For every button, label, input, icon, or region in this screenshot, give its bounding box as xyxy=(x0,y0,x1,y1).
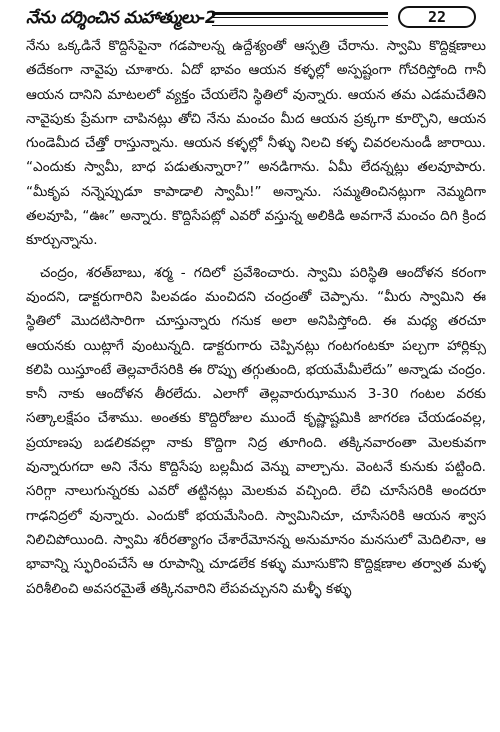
page-number-badge: 22 xyxy=(398,6,476,28)
paragraph-2: చంద్రం, శరత్‌బాబు, శర్మ - గదిలో ప్రవేశించారు. స్వామి పరిస్థితి ఆందోళన కరంగా వుందని, డాక్టరుగారిని పిలవడం మంచిదని చంద్రంతో చెప్పాను. “మీరు స్వామిని ఈ స్థితిలో మొదటిసారిగా చూస్తున్నారు గనుక అలా అనిపిస్తోంది. ఈ మధ్య తరచూ ఆయనకు యిట్లాగే వుంటున్నది. డాక్టరుగారు చెప్పినట్లు గంటగంటకూ పల్చగా హార్లిక్సు కలిపి యిస్తూంటే తెల్లవారేసరికి ఈ రొప్పు తగ్గుతుంది, భయమేమీలేదు” అన్నాడు చంద్రం. కానీ నాకు ఆందోళన తీరలేదు. ఎలాగో తెల్లవారుఝామున 3-30 గంటల వరకు సత్కాలక్షేపం చేశాము. అంతకు కొద్దిరోజుల ముందే కృష్ణాష్టమికి జాగరణ చేయడంవల్ల, ప్రయాణపు బడలికవల్లా నాకు కొద్దిగా నిద్ర తూగింది. తక్కినవారంతా మెలకువగా వున్నారుగదా అని నేను కొద్దిసేపు బల్లమీద వెన్ను వాల్చాను. వెంటనే కునుకు పట్టింది. సరిగ్గా నాలుగున్నరకు ఎవరో తట్టినట్లు మెలకువ వచ్చింది. లేచి చూసేసరికి అందరూ గాఢనిద్రలో వున్నారు. ఎందుకో భయమేసింది. స్వామినిచూ, చూసేసరికి ఆయన శ్వాస నిలిచిపోయింది. స్వామి శరీరత్యాగం చేశారేమోనన్న అనుమానం మనసులో మెదిలినా, ఆ భావాన్ని స్ఫురింపచేసే ఆ రూపాన్ని చూడలేక కళ్ళు మూసుకొని కొద్దిక్షణాల తర్వాత మళ్ళ పరిశీలించి అవసరమైతే తక్కినవారిని లేపవచ్చునని మళ్ళీ కళ్ళు xyxy=(26,264,486,597)
page-header xyxy=(26,6,486,32)
body-text xyxy=(26,34,486,601)
header-rule xyxy=(212,12,388,26)
running-title: నేను దర్శించిన మహాత్ములు-2 xyxy=(26,8,217,28)
paragraph-1: నేను ఒక్కడినే కొద్దిసేపైనా గడపాలన్న ఉద్దేశ్యంతో ఆస్పత్రి చేరాను. స్వామి కొద్దిక్షణాలు తదేకంగా నావైపు చూశారు. ఏదో భావం ఆయన కళ్ళల్లో అస్పష్టంగా గోచరిస్తోంది గానీ ఆయన దానిని మాటలలో వ్యక్తం చేయలేని స్థితిలో వున్నారు. ఆయన తమ ఎడమచేతిని నావైపుకు ప్రేమగా చాపినట్లు తోచి నేను మంచం మీద ఆయన ప్రక్కగా కూర్చొని, ఆయన గుండెమీద చేత్తో రాస్తున్నాను. ఆయన కళ్ళల్లో నీళ్ళు నిలచి కళ్ళ చివరలనుండీ జారాయి. “ఎందుకు స్వామీ, బాధ పడుతున్నారా?” అనడిగాను. ఏమీ లేదన్నట్లు తలవూపారు. “మీకృప నన్నెప్పుడూ కాపాడాలి స్వామీ!” అన్నాను. సమ్మతించినట్లుగా నెమ్మదిగా తలవూపి, “ఊఁ” అన్నారు. కొద్దిసేపట్లో ఎవరో వస్తున్న అలికిడి అవగానే మంచం దిగి క్రింద కూర్చున్నాను. xyxy=(26,38,486,249)
